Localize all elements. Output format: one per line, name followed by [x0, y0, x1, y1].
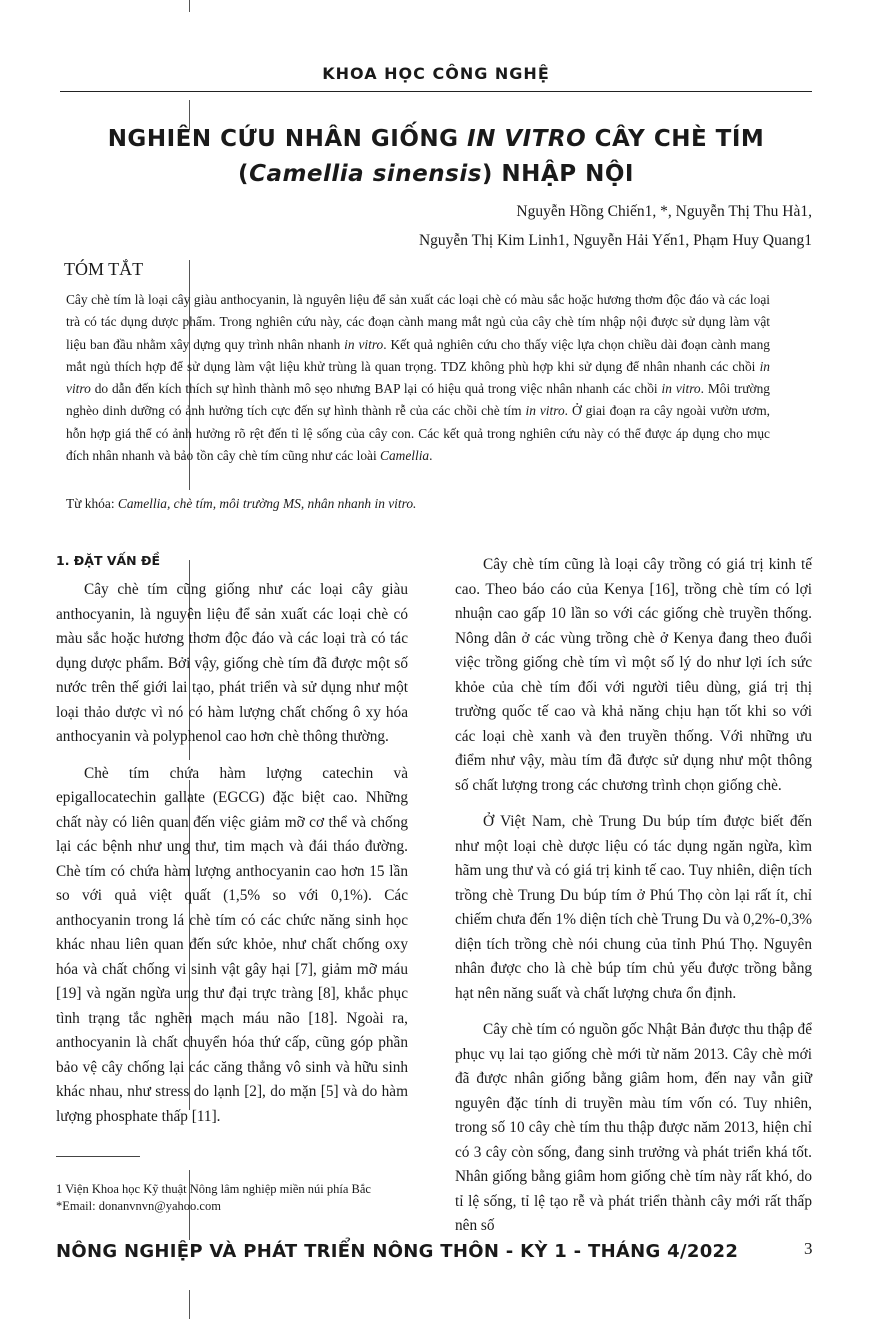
header-rule [60, 91, 812, 92]
title-text: NGHIÊN CỨU NHÂN GIỐNG [107, 126, 468, 152]
journal-footer: NÔNG NGHIỆP VÀ PHÁT TRIỂN NÔNG THÔN - KỲ 1 - THÁNG 4/2022 [56, 1241, 739, 1262]
paragraph: Cây chè tím cũng là loại cây trồng có giá trị kinh tế cao. Theo báo cáo của Kenya [16], trồng chè tím có lợi nhuận cao gấp 10 lần so với các giống chè truyền thống. Nông dân ở các vùng trồng chè ở Kenya đang theo đuổi việc trồng giống chè tím vì một số lý do như lợi ích sức khỏe của chè tím đối với người tiêu dùng, giá trị thị trường quốc tế cao và khả năng chịu hạn tốt khi so với các loại chè xanh và đen truyền thống. Với những ưu điểm như vậy, màu tím đã được sử dụng như một thông số chất lượng trong các chương trình chọn giống chè. [455, 556, 812, 794]
abstract-text [66, 289, 770, 467]
article-title-line2 [30, 161, 842, 187]
title-text: ( [238, 161, 250, 187]
abstract-italic: Camellia [380, 448, 430, 464]
abstract-italic: in vitro [525, 403, 565, 419]
authors-line2: Nguyễn Thị Kim Linh1, Nguyễn Hải Yến1, Phạm Huy Quang1 [418, 232, 812, 249]
keywords [66, 496, 770, 512]
title-text: ) NHẬP NỘI [481, 161, 634, 187]
footnote-affiliation: 1 Viện Khoa học Kỹ thuật Nông lâm nghiệp miền núi phía Bắc [56, 1182, 371, 1196]
article-title-line1 [30, 126, 842, 152]
abstract-italic: in vitro [344, 336, 384, 352]
journal-section-header: KHOA HỌC CÔNG NGHỆ [322, 64, 550, 83]
right-column [455, 553, 812, 1251]
footnote-email: *Email: donanvnvn@yahoo.com [56, 1199, 221, 1213]
abstract-italic: in vitro [661, 381, 701, 397]
abstract-italic: in vitro [66, 358, 770, 397]
page-number: 3 [804, 1239, 813, 1258]
keywords-value: Camellia, chè tím, môi trường MS, nhân nhanh in vitro. [117, 496, 417, 511]
paragraph: Cây chè tím cũng giống như các loại cây giàu anthocyanin, là nguyên liệu để sản xuất các loại chè có màu sắc hoặc hương thơm độc đáo và các loại trà có tác dụng dược phẩm. Bởi vậy, giống chè tím đã được một số nước trên thế giới lai tạo, phát triển và sử dụng như một loại thảo dược vì nó có hàm lượng chất chống ô xy hóa anthocyanin và polyphenol cao hơn chè thông thường. [56, 581, 408, 745]
paragraph: Chè tím chứa hàm lượng catechin và epigallocatechin gallate (EGCG) đặc biệt cao. Những chất này có liên quan đến việc giảm mỡ cơ thể và chống lại các bệnh như ung thư, tim mạch và đái tháo đường. Chè tím có chứa hàm lượng anthocyanin cao hơn 15 lần so với quả việt quất (1,5% so với 0,1%). Các anthocyanin trong lá chè tím có các chức năng sinh học khác nhau liên quan đến sức khỏe, như chất chống oxy hóa và chất chống vi sinh vật gây hại [7], giảm mỡ máu [19] và ngăn ngừa ung thư đại trực tràng [8], khắc phục tình trạng tắc nghẽn mạch máu não [18]. Ngoài ra, anthocyanin là chất chuyển hóa thứ cấp, cũng góp phần bảo vệ cây chống lại các căng thẳng vô sinh và hữu sinh khác nhau, như stress do lạnh [2], do mặn [5] và do hàm lượng phosphate thấp [11]. [56, 764, 408, 1125]
title-text: CÂY CHÈ TÍM [586, 126, 765, 152]
footnote-rule [56, 1156, 140, 1157]
abstract-segment: Cây chè tím là loại cây giàu anthocyanin, là nguyên liệu để sản xuất các loại chè có màu sắc hoặc hương thơm độc đáo và các loại trà có tác dụng dược phẩm. Trong nghiên cứu này, các đoạn cành mang mắt ngủ của cây chè tím nhập nội được sử dụng làm vật liệu ban đầu nhằm xây dựng quy trình nhân nhanh [66, 292, 770, 352]
abstract-segment: . Kết quả nghiên cứu cho thấy việc lựa chọn chiều dài đoạn cành mang mắt ngủ thích hợp để sử dụng làm vật liệu khử trùng là quan trọng. TDZ không phù hợp khi sử dụng để nhân nhanh các chồi [66, 336, 770, 374]
abstract-segment: . Ở giai đoạn ra cây ngoài vườn ươm, hỗn hợp giá thể có ảnh hưởng rõ rệt đến tỉ lệ sống của cây con. Các kết quả trong nghiên cứu này có thể được áp dụng cho mục đích nhân nhanh và bảo tồn cây chè tím cũng như các loài [66, 403, 770, 464]
abstract-heading: TÓM TẮT [64, 259, 144, 279]
paragraph: Ở Việt Nam, chè Trung Du búp tím được biết đến như một loại chè dược liệu có tác dụng ngăn ngừa, kìm hãm ung thư và có giá trị kinh tế cao. Tuy nhiên, diện tích trồng chè Trung Du búp tím ở Phú Thọ còn lại rất ít, chỉ chiếm chưa đến 1% diện tích chè Trung Du và 0,2%-0,3% diện tích trồng chè nói chung của tỉnh Phú Thọ. Nguyên nhân được cho là chè búp tím chủ yếu được trồng bằng hạt nên năng suất và chất lượng chưa ổn định. [455, 813, 812, 1002]
title-italic: IN VITRO [467, 126, 587, 152]
keywords-label: Từ khóa: [66, 496, 118, 511]
authors-line1: Nguyễn Hồng Chiến1, *, Nguyễn Thị Thu Hà1, [516, 203, 812, 220]
title-italic: Camellia sinensis [249, 161, 482, 187]
abstract-segment: do dẫn đến kích thích sự hình thành mô sẹo nhưng BAP lại có hiệu quả trong việc nhân nhanh các chồi [90, 381, 662, 397]
left-column [56, 578, 408, 1141]
abstract-segment: . [429, 448, 433, 464]
paragraph: Cây chè tím có nguồn gốc Nhật Bản được thu thập để phục vụ lai tạo giống chè mới từ năm 2013. Cây chè mới đã được nhân giống bằng giâm hom, đến nay vẫn giữ nguyên đặc tính di truyền màu tím vốn có. Tuy nhiên, trong số 10 cây chè tím thu thập được năm 2013, hiện chỉ có 3 cây còn sống, đang sinh trưởng và phát triển khá tốt. Nhân giống bằng giâm hom giống chè tím này rất khó, do tỉ lệ sống, tỉ lệ tạo rễ và phát triển thành cây mới rất thấp nên số [455, 1021, 812, 1234]
abstract-segment: . Môi trường nghèo dinh dưỡng có ảnh hưởng tích cực đến sự hình thành rễ của các chồi chè tím [66, 381, 770, 419]
section-heading: 1. ĐẶT VẤN ĐỀ [56, 553, 160, 568]
